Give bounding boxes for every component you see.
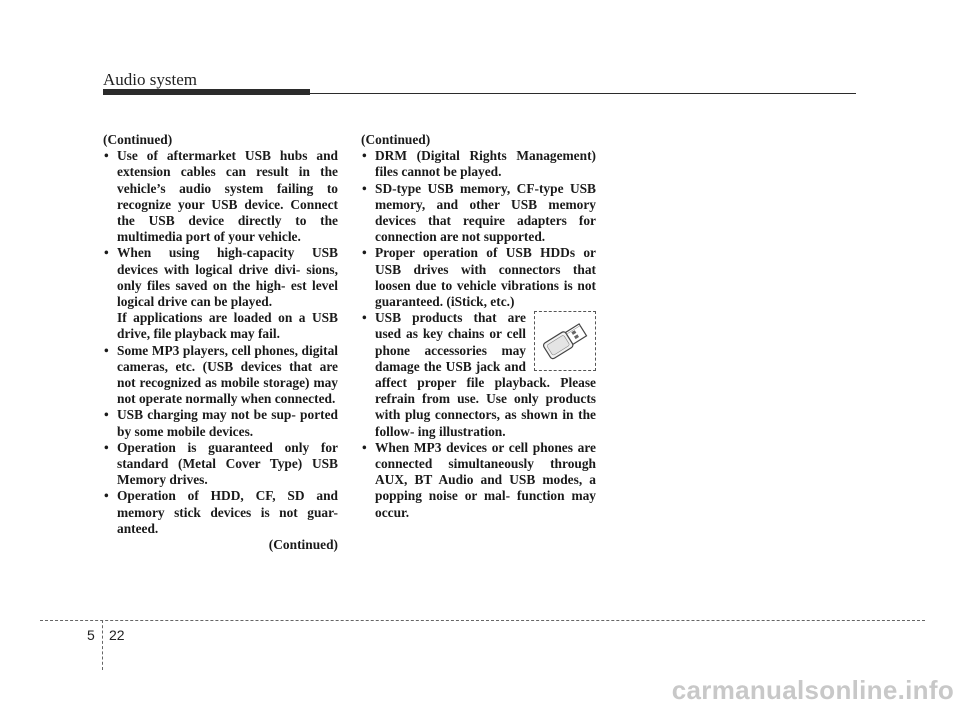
bullet-item	[361, 440, 596, 521]
bullet-text: Operation is guaranteed only for standard (Metal Cover Type) USB Memory drives.	[117, 439, 338, 488]
bullet-item	[361, 310, 596, 440]
bullet-text: USB products that are used as key chains or cell phone accessories may damage the USB jack and affect proper file playback. Please refrain from use. Use only products with plug connectors, as shown in the follow- ing illustration.	[375, 310, 596, 439]
watermark: carmanualsonline.info	[671, 675, 954, 705]
bullet-text: Some MP3 players, cell phones, digital cameras, etc. (USB devices that are not recognized as mobile storage) may not operate normally when connected.	[117, 342, 338, 407]
usb-flash-drive-icon	[538, 315, 592, 367]
bullet-subparagraph: If applications are loaded on a USB drive, file playback may fail.	[117, 310, 338, 342]
left-bullet-list	[103, 148, 338, 537]
right-bullet-list	[361, 148, 596, 521]
right-column	[361, 132, 596, 521]
continued-label-top: (Continued)	[361, 132, 431, 147]
bullet-text: Proper operation of USB HDDs or USB drives with connectors that loosen due to vehicle vibrations is not guaranteed. (iStick, etc.)	[375, 245, 596, 310]
bullet-item	[103, 407, 338, 439]
bullet-text: Operation of HDD, CF, SD and memory stick devices is not guar- anteed.	[117, 488, 338, 536]
bullet-item	[103, 245, 338, 342]
left-column	[103, 132, 338, 553]
footer-dashed-rule	[40, 620, 925, 621]
bullet-text: Use of aftermarket USB hubs and extension cables can result in the vehicle’s audio system failing to recognize your USB device. Connect the USB device directly to the multimedia port of your vehicle.	[117, 148, 338, 245]
bullet-item	[103, 488, 338, 537]
bullet-item	[103, 343, 338, 408]
usb-drive-figure	[534, 311, 596, 371]
bullet-item	[103, 148, 338, 245]
header-title: Audio system	[103, 70, 197, 89]
bullet-item	[103, 440, 338, 489]
footer-dashed-divider	[102, 620, 103, 670]
bullet-text: When using high-capacity USB devices with logical drive divi- sions, only files saved on the high- est level logical drive can be played.	[117, 245, 338, 310]
bullet-text: SD-type USB memory, CF-type USB memory, and other USB memory devices that require adapters for connection are not supported.	[375, 180, 596, 245]
bullet-item	[361, 148, 596, 180]
bullet-item	[361, 245, 596, 310]
bullet-text: DRM (Digital Rights Management) files cannot be played.	[375, 148, 596, 180]
page-number: 22	[109, 627, 125, 643]
continued-label-top: (Continued)	[103, 132, 173, 147]
section-number: 5	[87, 627, 95, 643]
header-rule-thick	[103, 89, 310, 95]
bullet-text: USB charging may not be sup- ported by some mobile devices.	[117, 407, 338, 439]
continued-label-bottom: (Continued)	[268, 537, 338, 553]
bullet-item	[361, 181, 596, 246]
bullet-text: When MP3 devices or cell phones are connected simultaneously through AUX, BT Audio and USB modes, a popping noise or mal- function may occur.	[375, 439, 596, 520]
header-rule-thin	[310, 93, 856, 94]
